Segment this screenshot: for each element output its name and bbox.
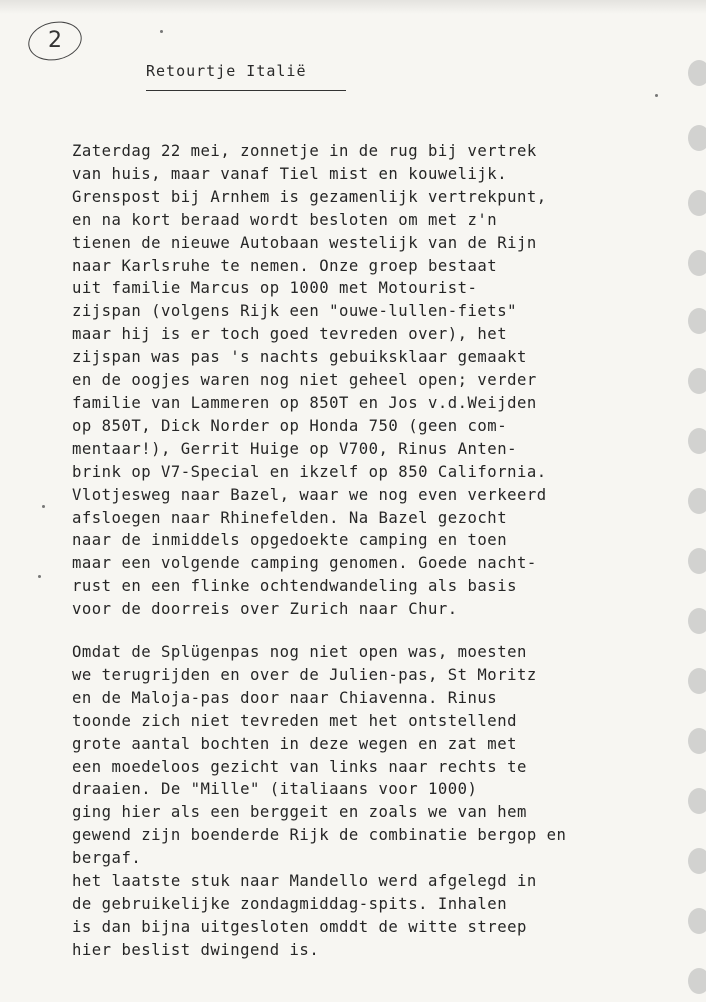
text-line: grote aantal bochten in deze wegen en zat met [72, 734, 517, 753]
text-line: maar hij is er toch goed tevreden over), het [72, 325, 508, 344]
text-line: tienen de nieuwe Autobaan westelijk van de Rijn [72, 233, 537, 252]
text-line: voor de doorreis over Zurich naar Chur. [72, 600, 458, 619]
text-line: draaien. De "Mille" (italiaans voor 1000) [72, 780, 478, 799]
text-line: mentaar!), Gerrit Huige op V700, Rinus Anten- [72, 439, 517, 458]
text-line: naar de inmiddels opgedoekte camping en toen [72, 531, 508, 550]
title-underline [146, 90, 346, 91]
text-line: en na kort beraad wordt besloten om met z'n [72, 210, 498, 229]
paper-speck [42, 505, 45, 508]
binder-hole [688, 728, 706, 754]
text-line: is dan bijna uitgesloten omddt de witte streep [72, 917, 527, 936]
binder-hole [688, 190, 706, 216]
text-line: Zaterdag 22 mei, zonnetje in de rug bij vertrek [72, 142, 537, 160]
text-line: gewend zijn boenderde Rijk de combinatie bergop en [72, 826, 567, 845]
binder-hole [688, 60, 706, 86]
document-title: Retourtje Italië [146, 62, 307, 80]
paragraph-3 [72, 870, 672, 962]
text-line: Omdat de Splügenpas nog niet open was, moesten [72, 643, 527, 662]
text-line: naar Karlsruhe te nemen. Onze groep bestaat [72, 256, 498, 275]
binder-hole [688, 608, 706, 634]
paper-speck [655, 94, 658, 97]
text-line: afsloegen naar Rhinefelden. Na Bazel gezocht [72, 508, 508, 527]
paragraph-2 [72, 641, 672, 870]
text-line: van huis, maar vanaf Tiel mist en kouwelijk. [72, 164, 508, 183]
text-line: hier beslist dwingend is. [72, 940, 320, 959]
binder-hole [688, 788, 706, 814]
paper-speck [38, 575, 41, 578]
binder-hole [688, 308, 706, 334]
binder-holes [676, 50, 706, 990]
page-top-edge [0, 0, 706, 14]
binder-hole [688, 250, 706, 276]
binder-hole [688, 368, 706, 394]
binder-hole [688, 125, 706, 151]
binder-hole [688, 668, 706, 694]
binder-hole [688, 488, 706, 514]
text-line: en de oogjes waren nog niet geheel open; verder [72, 371, 537, 390]
text-line: rust en een flinke ochtendwandeling als basis [72, 577, 517, 596]
text-line: zijspan (volgens Rijk een "ouwe-lullen-fiets" [72, 302, 517, 321]
page-number: 2 [48, 28, 62, 53]
text-line: bergaf. [72, 849, 142, 868]
text-line: Vlotjesweg naar Bazel, waar we nog even verkeerd [72, 485, 547, 504]
binder-hole [688, 908, 706, 934]
text-line: zijspan was pas 's nachts gebuiksklaar gemaakt [72, 348, 527, 367]
text-line: en de Maloja-pas door naar Chiavenna. Rinus [72, 688, 498, 707]
text-line: Grenspost bij Arnhem is gezamenlijk vertrekpunt, [72, 187, 547, 206]
text-line: brink op V7-Special en ikzelf op 850 California. [72, 462, 547, 481]
document-body [72, 140, 672, 962]
binder-hole [688, 968, 706, 994]
text-line: een moedeloos gezicht van links naar rechts te [72, 757, 527, 776]
text-line: het laatste stuk naar Mandello werd afgelegd in [72, 872, 537, 891]
text-line: ging hier als een berggeit en zoals we van hem [72, 803, 527, 822]
text-line: toonde zich niet tevreden met het ontstellend [72, 711, 517, 730]
text-line: uit familie Marcus op 1000 met Motourist- [72, 279, 478, 298]
binder-hole [688, 848, 706, 874]
text-line: we terugrijden en over de Julien-pas, St Moritz [72, 665, 537, 684]
binder-hole [688, 428, 706, 454]
text-line: de gebruikelijke zondagmiddag-spits. Inhalen [72, 895, 508, 913]
binder-hole [688, 548, 706, 574]
text-line: maar een volgende camping genomen. Goede nacht- [72, 554, 537, 573]
text-line: familie van Lammeren op 850T en Jos v.d.Weijden [72, 393, 537, 412]
paragraph-1 [72, 140, 672, 621]
paper-speck [160, 30, 163, 33]
text-line: op 850T, Dick Norder op Honda 750 (geen com- [72, 416, 508, 435]
